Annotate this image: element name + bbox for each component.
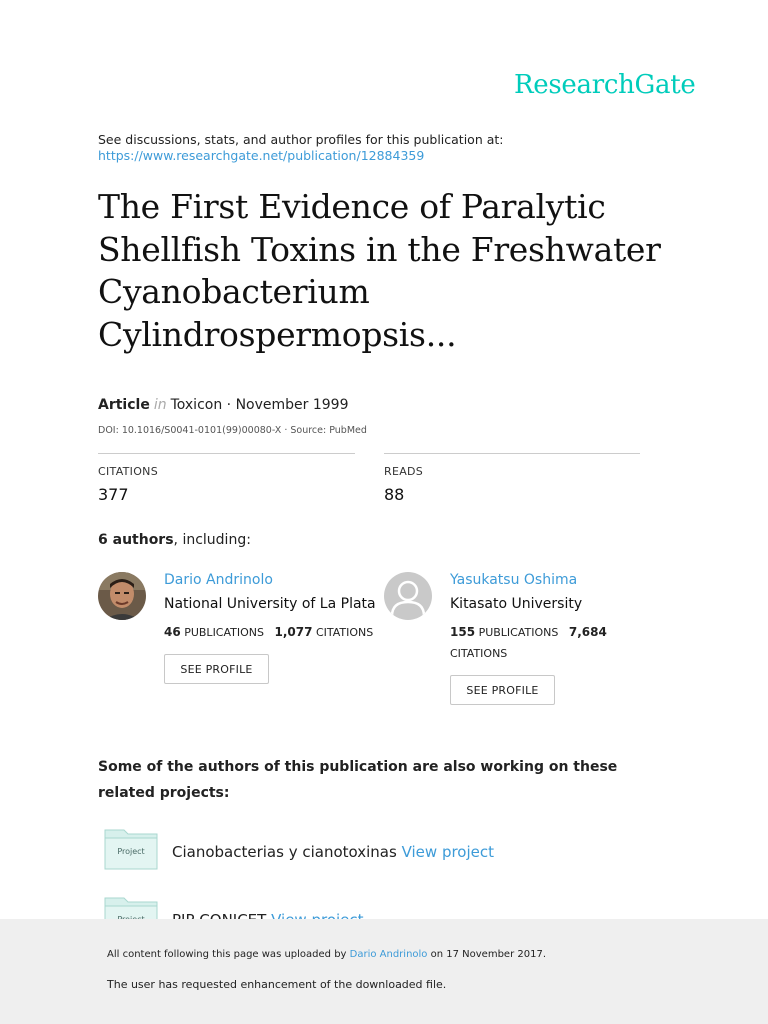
author-citations-label: CITATIONS: [315, 626, 374, 639]
see-profile-button[interactable]: SEE PROFILE: [164, 654, 269, 684]
project-name: Cianobacterias y cianotoxinas: [172, 843, 397, 861]
default-user-icon: [384, 572, 432, 620]
uploader-link[interactable]: Dario Andrinolo: [349, 949, 428, 960]
author-institution: National University of La Plata: [164, 596, 376, 612]
publication-title: [98, 186, 698, 356]
author-name-link[interactable]: Dario Andrinolo: [164, 572, 273, 588]
citations-divider: [98, 453, 355, 454]
reads-label: READS: [384, 465, 424, 478]
projects-heading: Some of the authors of this publication are also working on these related projects:: [98, 759, 618, 801]
publications-count: 155: [450, 625, 476, 639]
author-citations-count: 1,077: [274, 625, 313, 639]
project-icon-label: Project: [117, 847, 145, 856]
title-line: Cyanobacterium: [98, 272, 370, 311]
author-institution: Kitasato University: [450, 596, 583, 612]
author-photo-icon: [98, 572, 146, 620]
intro-section: [98, 132, 504, 164]
publications-label: PUBLICATIONS: [478, 626, 559, 639]
author-stats: [450, 622, 640, 664]
researchgate-logo[interactable]: ResearchGate: [514, 70, 696, 100]
authors-count: 6 authors: [98, 532, 174, 548]
article-type: Article: [98, 397, 150, 413]
author-avatar[interactable]: [98, 572, 146, 620]
author-citations-label: CITATIONS: [450, 647, 508, 660]
author-stats: [164, 622, 394, 643]
upload-info: [107, 949, 546, 960]
publications-count: 46: [164, 625, 181, 639]
upload-prefix: All content following this page was uploaded by: [107, 949, 347, 960]
author-avatar[interactable]: [384, 572, 432, 620]
in-word: in: [153, 397, 167, 413]
citations-count: 377: [98, 485, 129, 504]
upload-footer: [0, 919, 768, 1024]
title-line: Cylindrospermopsis...: [98, 314, 457, 354]
title-line: Shellfish Toxins in the Freshwater: [98, 229, 661, 269]
doi-line: DOI: 10.1016/S0041-0101(99)00080-X · Source: PubMed: [98, 425, 367, 436]
author-citations-count: 7,684: [568, 625, 607, 639]
intro-text: See discussions, stats, and author profiles for this publication at:: [98, 132, 504, 147]
upload-suffix: on 17 November 2017.: [430, 949, 546, 960]
authors-suffix: , including:: [173, 532, 251, 548]
journal-date[interactable]: Toxicon · November 1999: [170, 397, 349, 413]
view-project-link[interactable]: View project: [401, 843, 495, 861]
publication-link[interactable]: https://www.researchgate.net/publication/12884359: [98, 148, 425, 163]
citations-label: CITATIONS: [98, 465, 158, 478]
publication-meta: [98, 397, 348, 413]
author-name-link[interactable]: Yasukatsu Oshima: [450, 572, 578, 588]
project-folder-icon[interactable]: [104, 826, 158, 870]
reads-divider: [384, 453, 640, 454]
see-profile-button[interactable]: SEE PROFILE: [450, 675, 555, 705]
publications-label: PUBLICATIONS: [184, 626, 264, 639]
title-line: The First Evidence of Paralytic: [98, 187, 606, 226]
reads-count: 88: [384, 485, 405, 504]
authors-heading: [98, 532, 251, 548]
project-item: [172, 843, 494, 861]
enhancement-note: The user has requested enhancement of the downloaded file.: [107, 978, 447, 991]
